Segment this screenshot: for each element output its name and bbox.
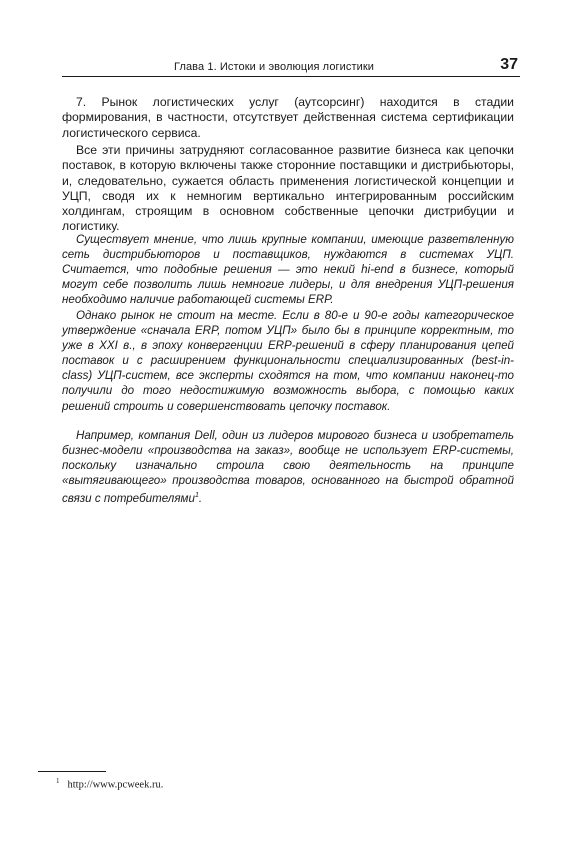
paragraph-reasons: Все эти причины затрудняют согласованное развитие бизнеса как цепочки поставок, в которую включены также сторонние поставщики и дистрибьюторы, и, следовательно, сужается область применения логистической концепции и УЦП, сводя их к немногим вертикально интегрированным российским холдингам, строящим в основном собственные цепочки дистрибуции и логистику. [62,143,514,234]
footnote-link[interactable]: http://www.pcweek.ru. [67,779,164,791]
footnote-marker: 1 [56,777,60,785]
italic-paragraph-opinion: Существует мнение, что лишь крупные компании, имеющие разветвленную сеть дистрибьюторов и поставщиков, нуждаются в системах УЦП. Считается, что подобные решения — это некий hi-end в бизнесе, который могут себе позволить лишь немногие лидеры, и для внедрения УЦП-решения необходимо наличие работающей системы ERP. [62,233,514,307]
running-header [62,58,520,77]
chapter-title: Глава 1. Истоки и эволюция логистики [174,61,375,73]
page-number: 37 [500,56,518,73]
paragraph-item-7: 7. Рынок логистических услуг (аутсорсинг) находится в стадии формирования, в частности, отсутствует действенная система сертификации логистического сервиса. [62,95,514,140]
footnote [56,777,163,791]
footnote-ref: 1 [194,492,199,500]
italic-paragraph-market: Однако рынок не стоит на месте. Если в 80-е и 90-е годы категорическое утверждение «сначала ERP, потом УЦП» было бы в принципе корректным, то уже в XXI в., в эпоху конвергенции ERP-решений в сферу планирования цепей поставок и с расширением функциональности специализированных (best-in-class) УЦП-систем, все эксперты сходятся на том, что компании наконец-то получили до того недостижимую возможность выбора, с помощью каких решений строить и совершенствовать цепочку поставок. [62,309,514,413]
footnote-divider [38,771,106,772]
italic-paragraph-dell: Например, компания Dell, один из лидеров мирового бизнеса и изобретатель бизнес-модели «производства на заказ», вообще не использует ERP-системы, поскольку изначально строила свою деятельность на принципе «вытягивающего» производства товаров, основанного на быстрой обратной связи с потребителями$^1$. [62,429,514,506]
dell-text: Например, компания Dell, один из лидеров мирового бизнеса и изобретатель бизнес-модели «производства на заказ», вообще не использует ERP-системы, поскольку изначально строила свою деятельность на принципе «вытягивающего» производства товаров, основанного на быстрой обратной связи с потребителями [62,429,514,506]
